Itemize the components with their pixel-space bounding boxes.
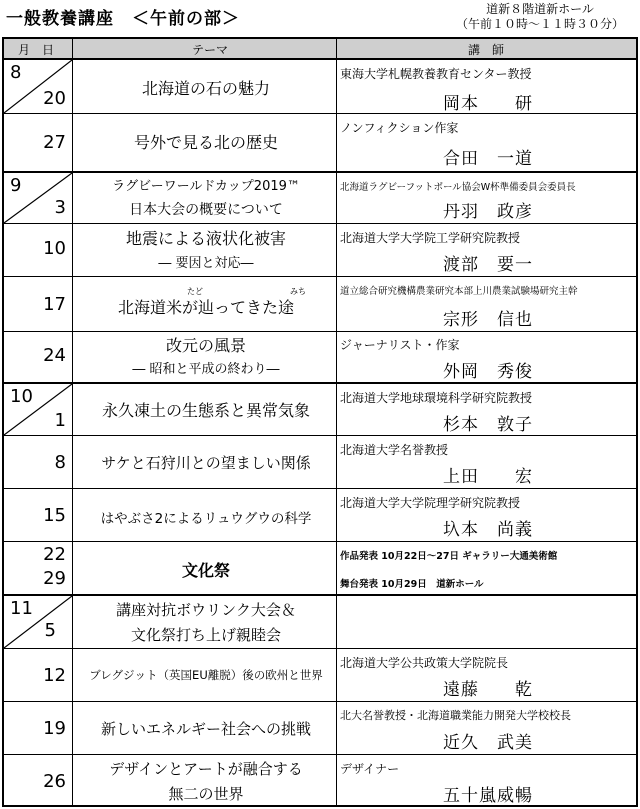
row-affiliation: ノンフィクション作家 — [340, 121, 459, 135]
row-day-2: 29 — [43, 568, 66, 589]
row-affiliation: 北海道大学大学院理学研究院教授 — [340, 496, 521, 510]
row-affiliation: 北海道ラグビーフットボール協会W杯準備委員会委員長 — [340, 182, 576, 193]
row-month: 11 — [10, 598, 33, 619]
column-header-date: 月 日 — [18, 43, 55, 57]
table-row — [4, 648, 636, 701]
row-theme: 号外で見る北の歴史 — [133, 133, 278, 152]
row-theme: はやぶさ2によるリュウグウの科学 — [100, 511, 312, 527]
row-day: 5 — [44, 620, 56, 641]
row-theme: ブレグジット（英国EU離脱）後の欧州と世界 — [89, 668, 323, 682]
row-day: 19 — [43, 718, 66, 739]
column-header-row — [4, 39, 636, 60]
row-lecturer-name: 外岡 秀俊 — [443, 362, 533, 382]
row-theme: 北海道の石の魅力 — [141, 79, 270, 98]
venue-time: （午前１０時～１１時３０分） — [455, 17, 624, 31]
row-theme: 永久凍土の生態系と異常気象 — [101, 401, 310, 420]
row-theme: ラグビーワールドカップ2019™ — [112, 179, 300, 194]
table-row — [4, 754, 636, 807]
row-affiliation: 北海道大学公共政策大学院院長 — [340, 656, 509, 670]
row-affiliation: 道立総合研究機構農業研究本部上川農業試験場研究主幹 — [340, 286, 578, 297]
table-row — [4, 701, 636, 754]
table-row — [4, 435, 636, 488]
row-affiliation: デザイナー — [340, 762, 400, 776]
row-lecturer-name: 上田 宏 — [443, 467, 533, 487]
row-lecturer-name: 丹羽 政彦 — [443, 202, 533, 222]
row-theme: 新しいエネルギー社会への挑戦 — [100, 720, 311, 738]
row-affiliation: 北海道大学大学院工学研究院教授 — [340, 231, 521, 245]
column-header-theme: テーマ — [192, 43, 229, 57]
row-month: 10 — [10, 386, 33, 407]
row-theme: 改元の風景 — [165, 336, 246, 355]
row-theme-line2: ― 要因と対応― — [158, 256, 254, 271]
row-theme: デザインとアートが融合する — [109, 760, 303, 778]
row-day: 20 — [43, 88, 66, 109]
row-day: 26 — [43, 771, 66, 792]
row-day: 15 — [43, 505, 66, 526]
row-month: 9 — [10, 175, 22, 196]
row-month: 8 — [10, 62, 22, 83]
table-row — [4, 541, 636, 594]
furigana-michi: みち — [290, 287, 306, 296]
page-title: 一般教養講座 ＜午前の部＞ — [6, 9, 240, 29]
row-lecturer-name: 宗形 信也 — [443, 310, 533, 330]
row-lecturer-name: 圦本 尚義 — [443, 520, 533, 540]
table-row — [4, 276, 636, 331]
row-affiliation: 北海道大学地球環境科学研究院教授 — [340, 391, 533, 405]
table-row — [4, 171, 636, 223]
row-theme-line2: 文化祭打ち上げ親睦会 — [130, 626, 281, 644]
table-row — [4, 594, 636, 648]
row-affiliation: 東海大学札幌教養教育センター教授 — [340, 67, 532, 81]
table-row — [4, 60, 636, 113]
row-day: 10 — [43, 238, 66, 259]
row-lecturer-name: 杉本 敦子 — [443, 415, 533, 435]
table-row — [4, 488, 636, 541]
row-day: 12 — [43, 665, 66, 686]
row-day: 1 — [54, 410, 66, 431]
page-header — [0, 0, 640, 38]
table-row — [4, 331, 636, 382]
schedule-table — [2, 37, 638, 807]
row-day: 3 — [54, 197, 66, 218]
table-row — [4, 382, 636, 435]
row-lecturer-name: 五十嵐威暢 — [443, 786, 533, 806]
row-day: 27 — [43, 132, 66, 153]
furigana-tado: たど — [187, 287, 203, 296]
row-day: 17 — [43, 294, 66, 315]
row-theme: サケと石狩川との望ましい関係 — [101, 454, 311, 472]
row-lecturer-name: 遠藤 乾 — [443, 680, 533, 700]
column-header-lecturer: 講 師 — [468, 43, 505, 57]
row-lecturer-name: 近久 武美 — [443, 733, 533, 753]
row-theme: 北海道米が辿ってきた途 — [117, 298, 294, 317]
row-day: 8 — [54, 452, 66, 473]
table-row — [4, 223, 636, 276]
row-theme: 講座対抗ボウリンク大会＆ — [116, 601, 296, 619]
row-affiliation: 北海道大学名誉教授 — [340, 443, 449, 457]
row-day: 22 — [43, 544, 66, 565]
row-theme-line2: 無二の世界 — [168, 785, 244, 803]
row-affiliation-2: 舞台発表 10月29日 道新ホール — [340, 579, 484, 590]
row-affiliation: 北大名誉教授・北海道職業能力開発大学校校長 — [340, 709, 571, 722]
row-day: 24 — [43, 345, 66, 366]
venue-info — [456, 2, 624, 32]
row-lecturer-name: 合田 一道 — [443, 149, 533, 169]
venue-name: 道新８階道新ホール — [486, 2, 594, 16]
row-lecturer-name: 岡本 研 — [443, 94, 533, 114]
row-affiliation: 作品発表 10月22日～27日 ギャラリー大通美術館 — [340, 551, 558, 562]
row-affiliation: ジャーナリスト・作家 — [340, 338, 460, 352]
row-lecturer-name: 渡部 要一 — [443, 255, 533, 275]
row-theme-line2: ― 昭和と平成の終わり― — [132, 362, 280, 377]
table-row — [4, 113, 636, 171]
row-theme-line2: 日本大会の概要について — [129, 202, 283, 218]
row-theme: 文化祭 — [181, 561, 230, 580]
row-theme: 地震による液状化被害 — [125, 229, 286, 248]
